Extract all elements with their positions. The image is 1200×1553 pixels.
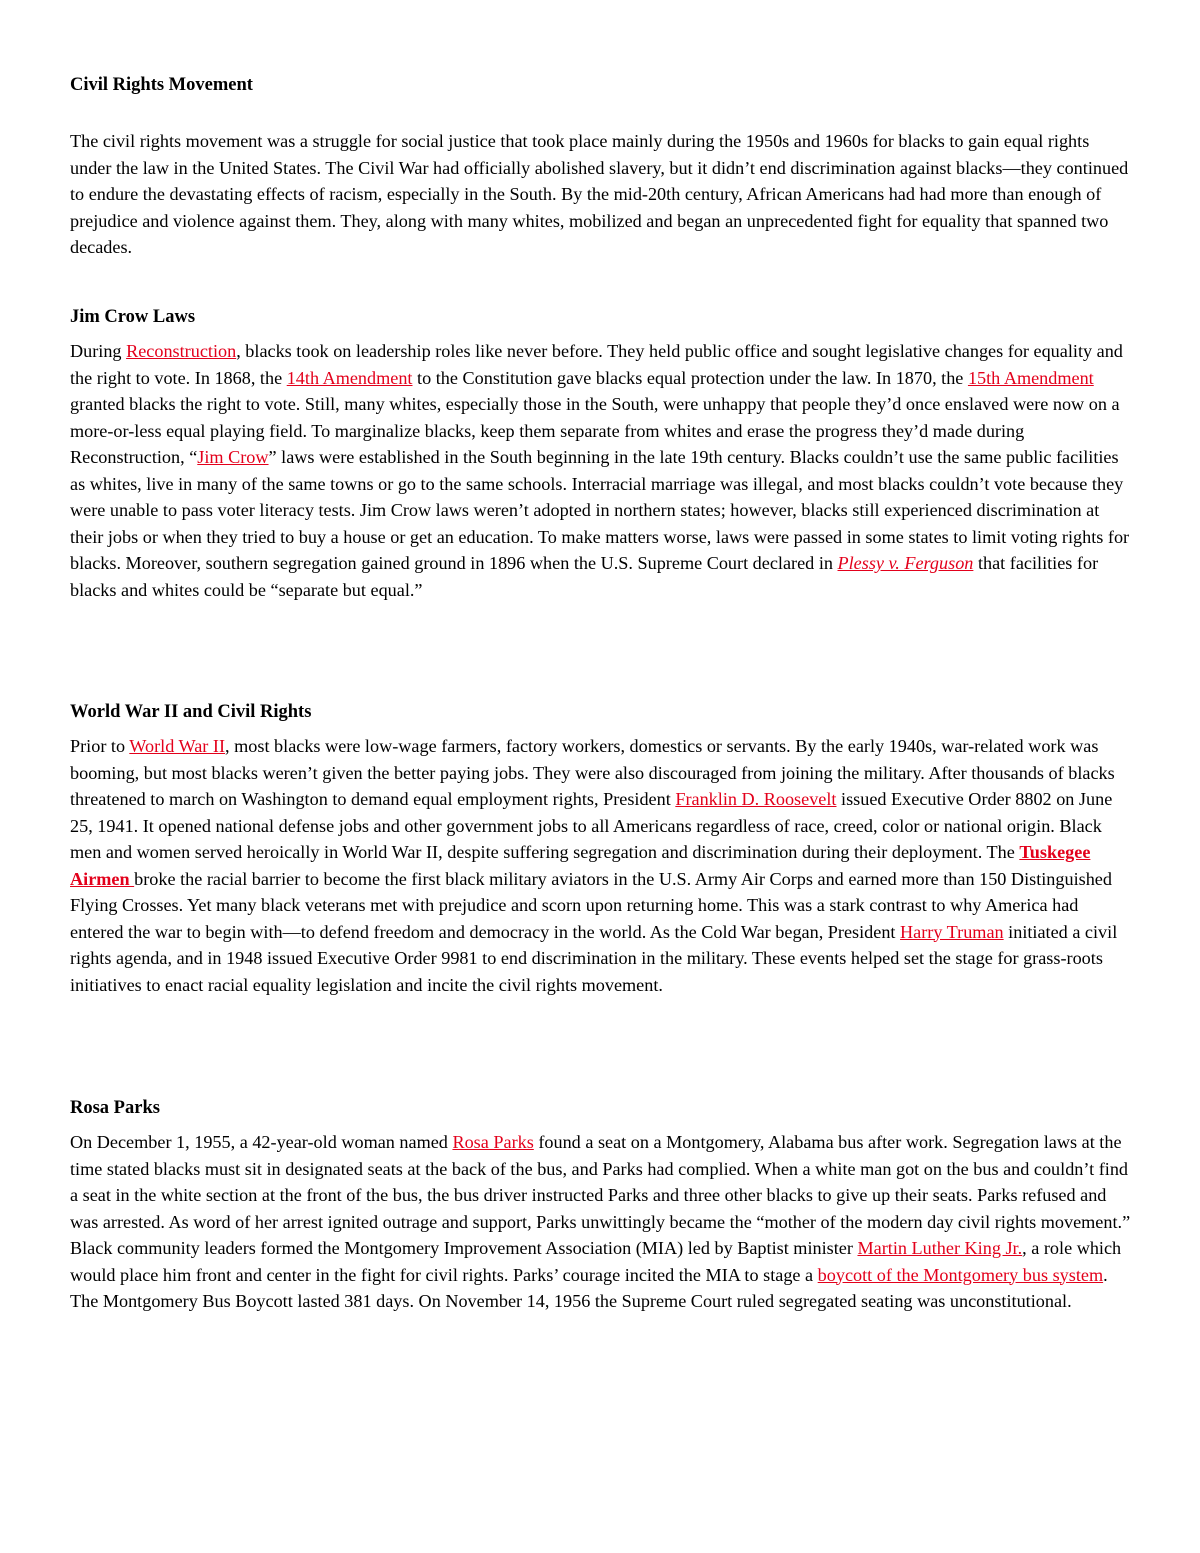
world-war-ii-link[interactable]: World War II xyxy=(129,736,226,756)
montgomery-boycott-link[interactable]: boycott of the Montgomery bus system xyxy=(817,1264,1104,1285)
text-span: , blacks took on leadership roles like never before. They held public office and sought legislative changes for equality and the right to vote. In 1868, the xyxy=(70,341,1123,388)
text-span: granted blacks the right to vote. Still, many whites, especially those in the South, were unhappy that people they’d once enslaved were now on a more-or-less equal playing field. To marginalize blacks, keep them separate from whites and erase the progress they’d made during Reconstruction, “ xyxy=(70,394,1120,467)
text-span: to the Constitution gave blacks equal protection under the law. In 1870, the xyxy=(412,367,968,388)
text-span: found a seat on a Montgomery, Alabama bus after work. Segregation laws at the time stated blacks must sit in designated seats at the back of the bus, and Parks had complied. When a white man got on the bus and couldn’t find a seat in the white section at the front of the bus, the bus driver instructed Parks and three other blacks to give up their seats. Parks refused and was arrested. As word of her arrest ignited outrage and support, Parks unwittingly became the “mother of the modern day civil rights movement.” Black community leaders formed the Montgomery Improvement Association (MIA) led by Baptist minister xyxy=(70,1132,1131,1258)
text-span: During xyxy=(70,341,127,361)
jim-crow-paragraph xyxy=(70,338,1132,603)
text-span: , most blacks were low-wage farmers, factory workers, domestics or servants. By the early 1940s, war-related work was booming, but most blacks weren’t given the better paying jobs. They were also discouraged from joining the military. After thousands of blacks threatened to march on Washington to demand equal employment rights, President xyxy=(70,736,1115,809)
text-span: initiated a civil rights agenda, and in 1948 issued Executive Order 9981 to end discrimination in the military. These events helped set the stage for grass-roots initiatives to enact racial equality legislation and incite the civil rights movement. xyxy=(70,921,1118,995)
text-span: . The Montgomery Bus Boycott lasted 381 days. On November 14, 1956 the Supreme Court ruled segregated seating was unconstitutional. xyxy=(70,1264,1108,1311)
wwii-heading: World War II and Civil Rights xyxy=(70,702,312,722)
franklin-roosevelt-link[interactable]: Franklin D. Roosevelt xyxy=(675,789,837,809)
rosa-parks-paragraph xyxy=(70,1129,1132,1315)
document-title: Civil Rights Movement xyxy=(70,75,253,95)
plessy-v-ferguson-link[interactable]: Plessy v. Ferguson xyxy=(837,553,974,573)
text-span: broke the racial barrier to become the first black military aviators in the U.S. Army Air Corps and earned more than 150 Distinguished Flying Crosses. Yet many black veterans met with prejudice and scorn upon returning home. This was a stark contrast to why America had entered the war to begin with—to defend freedom and democracy in the world. As the Cold War began, President xyxy=(70,868,1112,942)
text-span: ” laws were established in the South beginning in the late 19th century. Blacks couldn’t use the same public facilities as whites, live in many of the same towns or go to the same schools. Interracial marriage was illegal, and most blacks couldn’t vote because they were unable to pass voter literacy tests. Jim Crow laws weren’t adopted in northern states; however, blacks still experienced discrimination at their jobs or when they tried to buy a house or get an education. To make matters worse, laws were passed in some states to limit voting rights for blacks. Moreover, southern segregation gained ground in 1896 when the U.S. Supreme Court declared in xyxy=(70,447,1130,573)
harry-truman-link[interactable]: Harry Truman xyxy=(900,921,1004,942)
rosa-parks-heading: Rosa Parks xyxy=(70,1098,160,1118)
wwii-paragraph xyxy=(70,733,1132,998)
text-span: that facilities for blacks and whites could be “separate but equal.” xyxy=(70,553,1099,600)
text-span: Prior to xyxy=(70,736,130,756)
jim-crow-link[interactable]: Jim Crow xyxy=(197,447,269,467)
text-span: , a role which would place him front and center in the fight for civil rights. Parks’ courage incited the MIA to stage a xyxy=(70,1238,1122,1285)
tuskegee-airmen-link[interactable]: Tuskegee Airmen xyxy=(70,842,1091,889)
rosa-parks-link[interactable]: Rosa Parks xyxy=(452,1132,534,1152)
14th-amendment-link[interactable]: 14th Amendment xyxy=(286,367,413,388)
jim-crow-heading: Jim Crow Laws xyxy=(70,307,196,327)
text-span: issued Executive Order 8802 on June 25, 1941. It opened national defense jobs and other government jobs to all Americans regardless of race, creed, color or national origin. Black men and women served heroically in World War II, despite suffering segregation and discrimination during their deployment. The xyxy=(70,789,1113,862)
reconstruction-link[interactable]: Reconstruction xyxy=(126,341,237,361)
martin-luther-king-link[interactable]: Martin Luther King Jr. xyxy=(857,1238,1023,1258)
text-span: On December 1, 1955, a 42-year-old woman named xyxy=(70,1132,453,1152)
intro-paragraph: The civil rights movement was a struggle for social justice that took place mainly during the 1950s and 1960s for blacks to gain equal rights under the law in the United States. The Civil War had officially abolished slavery, but it didn’t end discrimination against blacks—they continued to endure the devastating effects of racism, especially in the South. By the mid-20th century, African Americans had had more than enough of prejudice and violence against them. They, along with many whites, mobilized and began an unprecedented fight for equality that spanned two decades. xyxy=(70,131,1129,257)
15th-amendment-link[interactable]: 15th Amendment xyxy=(967,367,1094,388)
